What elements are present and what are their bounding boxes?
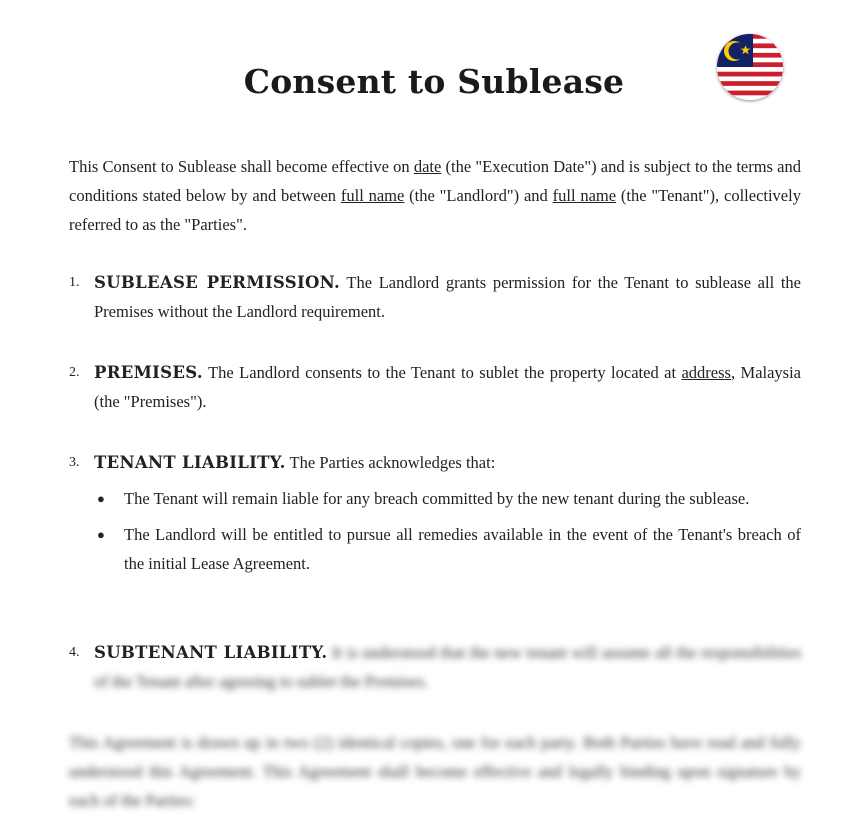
bullet-list: [94, 484, 801, 578]
section-heading: SUBTENANT LIABILITY.: [94, 643, 328, 662]
malaysia-flag-icon: [717, 34, 783, 100]
section-text: The Landlord consents to the Tenant to sublet the property located at: [202, 363, 682, 382]
landlord-name-field[interactable]: full name: [340, 186, 405, 205]
list-item: [97, 484, 801, 513]
section-premises: [69, 358, 801, 416]
tenant-name-field[interactable]: full name: [552, 186, 617, 205]
section-number: 1.: [69, 275, 80, 290]
section-number: 4.: [69, 645, 80, 660]
list-item: [97, 520, 801, 578]
intro-text-2: (the "Execution Date") and is subject to the terms and conditions stated below by and between: [69, 157, 802, 205]
section-heading: TENANT LIABILITY.: [94, 453, 286, 472]
blurred-closing-paragraph: This Agreement is drawn up in two (2) identical copies, one for each party. Both Parties have read and fully understood this Agreement. This Agreement shall become effective and legally binding upon signature by each of the Parties:: [69, 733, 801, 810]
section-number: 3.: [69, 455, 80, 470]
document-title: Consent to Sublease: [243, 62, 625, 101]
execution-date-field[interactable]: date: [413, 157, 442, 176]
section-text: The Parties acknowledges that:: [285, 453, 496, 472]
section-heading: PREMISES.: [94, 363, 203, 382]
blurred-section-text: It is understood that the new tenant will assume all the responsibilities of the Tenant after agreeing to sublet the Premises.: [94, 643, 801, 691]
section-text: , Malaysia (the "Premises").: [94, 363, 802, 411]
bullet-icon: ●: [97, 527, 105, 542]
section-heading: SUBLEASE PERMISSION.: [94, 273, 341, 292]
address-field[interactable]: address: [681, 363, 731, 382]
section-text: The Landlord grants permission for the Tenant to sublease all the Premises without the Landlord requirement.: [94, 273, 801, 321]
section-number: 2.: [69, 365, 80, 380]
intro-text-1: This Consent to Sublease shall become effective on: [69, 157, 414, 176]
bullet-icon: ●: [97, 491, 105, 506]
section-sublease-permission: [69, 268, 801, 326]
intro-text-4: (the "Tenant"), collectively referred to as the "Parties".: [69, 186, 801, 234]
list-item-text: The Tenant will remain liable for any breach committed by the new tenant during the sublease.: [124, 489, 750, 508]
intro-text-3: (the "Landlord") and: [404, 186, 553, 205]
section-tenant-liability: [69, 448, 801, 578]
intro-paragraph: [69, 152, 801, 239]
section-subtenant-liability: [69, 638, 801, 696]
list-item-text: The Landlord will be entitled to pursue all remedies available in the event of the Tenant's breach of the initial Lease Agreement.: [124, 525, 801, 573]
